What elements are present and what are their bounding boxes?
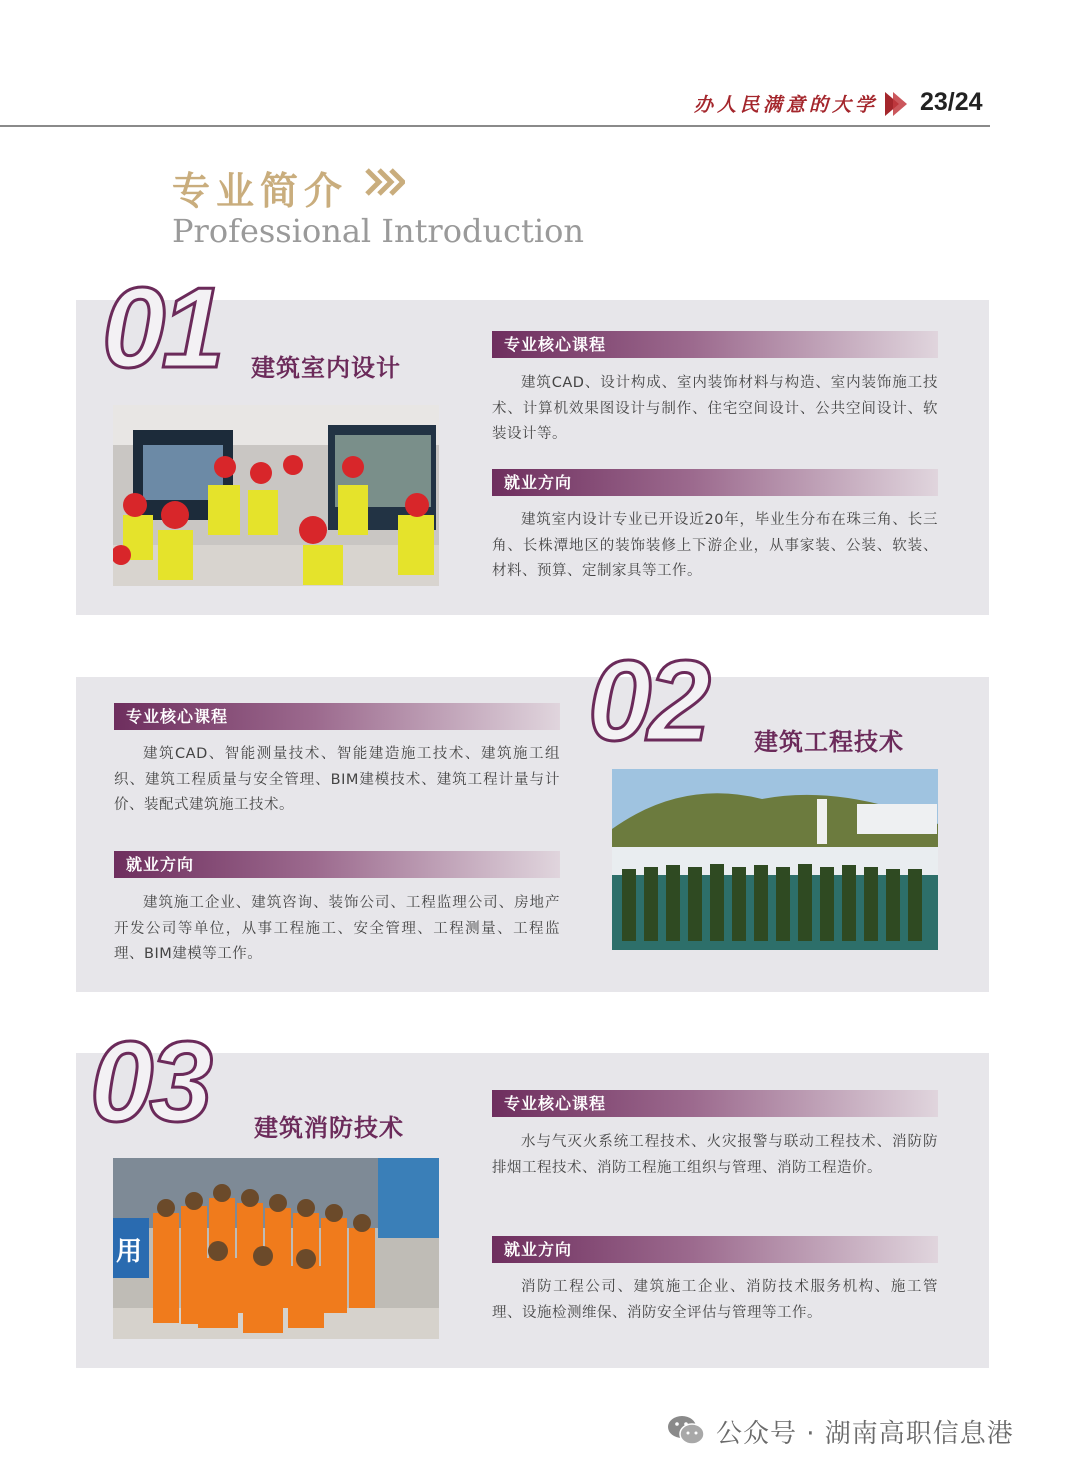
footer-text: 公众号 · 湖南高职信息港 xyxy=(716,1419,1014,1449)
courses-bar: 专业核心课程 xyxy=(492,1090,938,1117)
major-name: 建筑室内设计 xyxy=(251,354,401,382)
double-chevron-icon xyxy=(365,167,405,197)
courses-bar: 专业核心课程 xyxy=(492,331,938,358)
header-rule xyxy=(0,125,990,127)
major-number: 02 xyxy=(588,638,707,765)
major-photo xyxy=(113,405,439,586)
wechat-icon xyxy=(667,1414,705,1446)
major-name: 建筑消防技术 xyxy=(254,1114,404,1142)
courses-text: 建筑CAD、智能测量技术、智能建造施工技术、建筑施工组织、建筑工程质量与安全管理、BIM建模技术、建筑工程计量与计价、装配式建筑施工技术。 xyxy=(114,746,560,813)
major-photo xyxy=(113,1158,439,1339)
jobs-bar: 就业方向 xyxy=(114,851,560,878)
play-arrow-icon xyxy=(885,92,907,116)
jobs-text: 建筑施工企业、建筑咨询、装饰公司、工程监理公司、房地产开发公司等单位，从事工程施工、安全管理、工程测量、工程监理、BIM建模等工作。 xyxy=(114,895,560,962)
header-slogan: 办人民满意的大学 xyxy=(694,94,879,116)
photo-sign-text: 用 xyxy=(116,1237,143,1267)
jobs-bar: 就业方向 xyxy=(492,1236,938,1263)
jobs-text: 消防工程公司、建筑施工企业、消防技术服务机构、施工管理、设施检测维保、消防安全评估与管理等工作。 xyxy=(492,1279,938,1321)
courses-text: 水与气灭火系统工程技术、火灾报警与联动工程技术、消防防排烟工程技术、消防工程施工组织与管理、消防工程造价。 xyxy=(492,1134,938,1176)
jobs-bar: 就业方向 xyxy=(492,469,938,496)
major-photo xyxy=(612,769,938,950)
courses-text: 建筑CAD、设计构成、室内装饰材料与构造、室内装饰施工技术、计算机效果图设计与制作、住宅空间设计、公共空间设计、软装设计等。 xyxy=(492,375,938,442)
section-subtitle: Professional Introduction xyxy=(172,212,584,250)
jobs-text: 建筑室内设计专业已开设近20年，毕业生分布在珠三角、长三角、长株潭地区的装饰装修上下游企业，从事家装、公装、软装、材料、预算、定制家具等工作。 xyxy=(492,512,938,579)
major-name: 建筑工程技术 xyxy=(754,728,904,756)
courses-bar: 专业核心课程 xyxy=(114,703,560,730)
page-number: 23/24 xyxy=(920,88,983,116)
major-number: 01 xyxy=(102,265,221,392)
major-number: 03 xyxy=(90,1019,209,1146)
section-title: 专业简介 xyxy=(172,168,349,213)
